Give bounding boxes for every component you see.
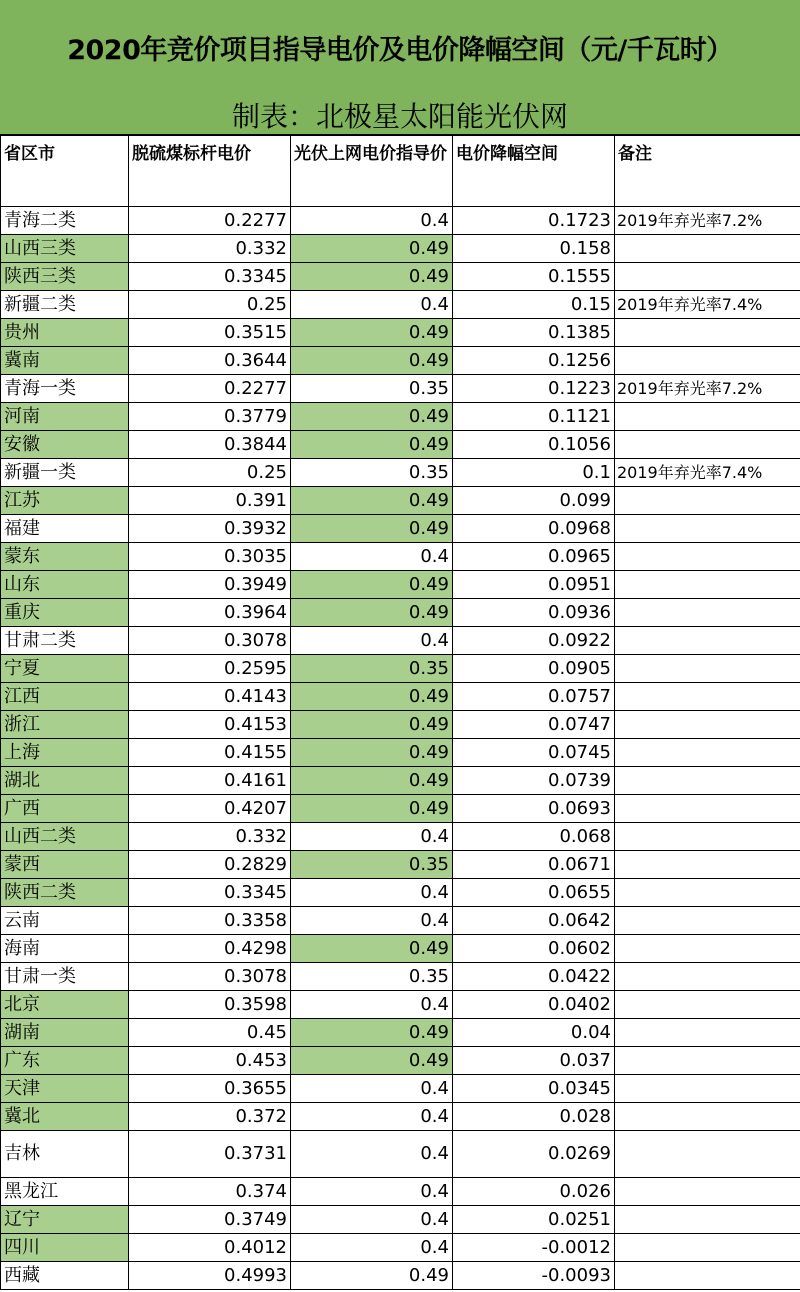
table-row	[1, 1262, 800, 1290]
cell-price-drop[interactable]: 0.068	[453, 823, 615, 851]
cell-coal-price[interactable]: 0.4161	[129, 767, 291, 795]
cell-note[interactable]	[615, 823, 800, 851]
cell-guide-price[interactable]: 0.35	[291, 375, 453, 403]
column-header-region[interactable]: 省区市	[1, 136, 129, 207]
cell-guide-price[interactable]: 0.4	[291, 1103, 453, 1131]
cell-region[interactable]: 广东	[1, 1047, 129, 1075]
cell-price-drop[interactable]: 0.1056	[453, 431, 615, 459]
cell-note[interactable]	[615, 599, 800, 627]
cell-price-drop[interactable]: 0.0345	[453, 1075, 615, 1103]
cell-note[interactable]	[615, 403, 800, 431]
cell-coal-price[interactable]: 0.4993	[129, 1262, 291, 1290]
cell-note[interactable]: 2019年弃光率7.4%	[615, 291, 800, 319]
table-row	[1, 1075, 800, 1103]
cell-region[interactable]: 江苏	[1, 487, 129, 515]
table-row	[1, 935, 800, 963]
cell-coal-price[interactable]: 0.3598	[129, 991, 291, 1019]
cell-region[interactable]: 陕西三类	[1, 263, 129, 291]
cell-price-drop[interactable]: -0.0093	[453, 1262, 615, 1290]
cell-note[interactable]	[615, 1131, 800, 1178]
cell-note[interactable]	[615, 347, 800, 375]
cell-note[interactable]: 2019年弃光率7.4%	[615, 459, 800, 487]
cell-coal-price[interactable]: 0.372	[129, 1103, 291, 1131]
cell-note[interactable]	[615, 879, 800, 907]
cell-region[interactable]: 湖南	[1, 1019, 129, 1047]
cell-price-drop[interactable]: 0.0922	[453, 627, 615, 655]
cell-guide-price[interactable]: 0.4	[291, 207, 453, 235]
cell-note[interactable]	[615, 1262, 800, 1290]
cell-coal-price[interactable]: 0.4298	[129, 935, 291, 963]
cell-note[interactable]	[615, 907, 800, 935]
cell-price-drop[interactable]: 0.0671	[453, 851, 615, 879]
cell-guide-price[interactable]: 0.49	[291, 739, 453, 767]
table-row	[1, 431, 800, 459]
cell-price-drop[interactable]: 0.0747	[453, 711, 615, 739]
cell-guide-price[interactable]: 0.4	[291, 907, 453, 935]
table-row	[1, 571, 800, 599]
table-row	[1, 767, 800, 795]
table-row	[1, 1131, 800, 1178]
cell-price-drop[interactable]: 0.0269	[453, 1131, 615, 1178]
page-title: 2020年竞价项目指导电价及电价降幅空间（元/千瓦时）	[67, 35, 733, 66]
table-row	[1, 963, 800, 991]
cell-region[interactable]: 辽宁	[1, 1206, 129, 1234]
cell-region[interactable]: 天津	[1, 1075, 129, 1103]
cell-region[interactable]: 四川	[1, 1234, 129, 1262]
cell-guide-price[interactable]: 0.4	[291, 1234, 453, 1262]
cell-note[interactable]	[615, 1019, 800, 1047]
cell-coal-price[interactable]: 0.25	[129, 459, 291, 487]
cell-price-drop[interactable]: 0.0936	[453, 599, 615, 627]
cell-region[interactable]: 黑龙江	[1, 1178, 129, 1206]
cell-price-drop[interactable]: 0.0905	[453, 655, 615, 683]
cell-region[interactable]: 冀南	[1, 347, 129, 375]
cell-price-drop[interactable]: 0.0251	[453, 1206, 615, 1234]
table-row	[1, 879, 800, 907]
cell-price-drop[interactable]: 0.1385	[453, 319, 615, 347]
cell-coal-price[interactable]: 0.4207	[129, 795, 291, 823]
cell-price-drop[interactable]: 0.037	[453, 1047, 615, 1075]
table-row	[1, 375, 800, 403]
cell-region[interactable]: 蒙西	[1, 851, 129, 879]
cell-coal-price[interactable]: 0.453	[129, 1047, 291, 1075]
cell-guide-price[interactable]: 0.49	[291, 599, 453, 627]
table-row	[1, 1234, 800, 1262]
table-row	[1, 291, 800, 319]
cell-region[interactable]: 江西	[1, 683, 129, 711]
cell-region[interactable]: 甘肃一类	[1, 963, 129, 991]
cell-price-drop[interactable]: 0.0965	[453, 543, 615, 571]
cell-coal-price[interactable]: 0.332	[129, 235, 291, 263]
cell-guide-price[interactable]: 0.49	[291, 1019, 453, 1047]
cell-coal-price[interactable]: 0.2277	[129, 375, 291, 403]
cell-coal-price[interactable]: 0.3932	[129, 515, 291, 543]
cell-price-drop[interactable]: 0.1121	[453, 403, 615, 431]
table-row	[1, 1103, 800, 1131]
cell-guide-price[interactable]: 0.49	[291, 571, 453, 599]
cell-note[interactable]	[615, 1206, 800, 1234]
cell-region[interactable]: 浙江	[1, 711, 129, 739]
cell-price-drop[interactable]: 0.026	[453, 1178, 615, 1206]
cell-region[interactable]: 重庆	[1, 599, 129, 627]
cell-region[interactable]: 新疆二类	[1, 291, 129, 319]
cell-guide-price[interactable]: 0.35	[291, 459, 453, 487]
cell-price-drop[interactable]: 0.1223	[453, 375, 615, 403]
cell-coal-price[interactable]: 0.2277	[129, 207, 291, 235]
table-row	[1, 1206, 800, 1234]
table-row	[1, 1047, 800, 1075]
cell-note[interactable]	[615, 767, 800, 795]
cell-region[interactable]: 山西三类	[1, 235, 129, 263]
cell-region[interactable]: 海南	[1, 935, 129, 963]
cell-price-drop[interactable]: 0.158	[453, 235, 615, 263]
cell-price-drop[interactable]: 0.1723	[453, 207, 615, 235]
cell-note[interactable]	[615, 627, 800, 655]
table-row	[1, 599, 800, 627]
cell-guide-price[interactable]: 0.4	[291, 291, 453, 319]
cell-guide-price[interactable]: 0.49	[291, 263, 453, 291]
cell-region[interactable]: 青海一类	[1, 375, 129, 403]
table-row	[1, 515, 800, 543]
cell-guide-price[interactable]: 0.49	[291, 1262, 453, 1290]
table-row	[1, 1178, 800, 1206]
cell-price-drop[interactable]: -0.0012	[453, 1234, 615, 1262]
cell-guide-price[interactable]: 0.4	[291, 823, 453, 851]
cell-price-drop[interactable]: 0.0693	[453, 795, 615, 823]
cell-coal-price[interactable]: 0.4012	[129, 1234, 291, 1262]
cell-note[interactable]	[615, 655, 800, 683]
cell-region[interactable]: 福建	[1, 515, 129, 543]
cell-guide-price[interactable]: 0.49	[291, 431, 453, 459]
table-row	[1, 459, 800, 487]
cell-note[interactable]	[615, 319, 800, 347]
cell-note[interactable]	[615, 683, 800, 711]
cell-guide-price[interactable]: 0.49	[291, 347, 453, 375]
table-row	[1, 627, 800, 655]
cell-price-drop[interactable]: 0.0642	[453, 907, 615, 935]
table-row	[1, 739, 800, 767]
cell-price-drop[interactable]: 0.0757	[453, 683, 615, 711]
cell-guide-price[interactable]: 0.49	[291, 319, 453, 347]
cell-note[interactable]	[615, 431, 800, 459]
cell-guide-price[interactable]: 0.4	[291, 1131, 453, 1178]
cell-note[interactable]	[615, 1047, 800, 1075]
table-row	[1, 543, 800, 571]
table-maker-credit: 制表：北极星太阳能光伏网	[231, 100, 568, 133]
cell-note[interactable]	[615, 571, 800, 599]
cell-price-drop[interactable]: 0.0968	[453, 515, 615, 543]
table-header-row	[1, 136, 800, 207]
cell-coal-price[interactable]: 0.3345	[129, 879, 291, 907]
column-header-coal-price[interactable]: 脱硫煤标杆电价	[129, 136, 291, 207]
cell-guide-price[interactable]: 0.49	[291, 711, 453, 739]
cell-coal-price[interactable]: 0.3844	[129, 431, 291, 459]
cell-note[interactable]: 2019年弃光率7.2%	[615, 375, 800, 403]
table-row	[1, 1019, 800, 1047]
table-row	[1, 907, 800, 935]
cell-guide-price[interactable]: 0.4	[291, 879, 453, 907]
cell-price-drop[interactable]: 0.1	[453, 459, 615, 487]
cell-guide-price[interactable]: 0.35	[291, 963, 453, 991]
cell-coal-price[interactable]: 0.45	[129, 1019, 291, 1047]
cell-region[interactable]: 陕西二类	[1, 879, 129, 907]
cell-price-drop[interactable]: 0.028	[453, 1103, 615, 1131]
cell-price-drop[interactable]: 0.0739	[453, 767, 615, 795]
cell-coal-price[interactable]: 0.391	[129, 487, 291, 515]
table-row	[1, 235, 800, 263]
cell-coal-price[interactable]: 0.374	[129, 1178, 291, 1206]
cell-price-drop[interactable]: 0.0745	[453, 739, 615, 767]
cell-note[interactable]	[615, 795, 800, 823]
cell-note[interactable]	[615, 851, 800, 879]
cell-note[interactable]	[615, 1103, 800, 1131]
table-row	[1, 207, 800, 235]
cell-region[interactable]: 上海	[1, 739, 129, 767]
cell-coal-price[interactable]: 0.4155	[129, 739, 291, 767]
cell-region[interactable]: 北京	[1, 991, 129, 1019]
cell-coal-price[interactable]: 0.3655	[129, 1075, 291, 1103]
cell-note[interactable]	[615, 543, 800, 571]
price-table	[0, 135, 800, 1290]
cell-guide-price[interactable]: 0.49	[291, 935, 453, 963]
cell-region[interactable]: 青海二类	[1, 207, 129, 235]
cell-coal-price[interactable]: 0.3345	[129, 263, 291, 291]
cell-coal-price[interactable]: 0.3779	[129, 403, 291, 431]
cell-price-drop[interactable]: 0.1256	[453, 347, 615, 375]
cell-region[interactable]: 山东	[1, 571, 129, 599]
cell-note[interactable]	[615, 1234, 800, 1262]
table-row	[1, 655, 800, 683]
table-body	[1, 207, 800, 1290]
table-row	[1, 403, 800, 431]
cell-note[interactable]	[615, 739, 800, 767]
cell-coal-price[interactable]: 0.4143	[129, 683, 291, 711]
cell-coal-price[interactable]: 0.3078	[129, 963, 291, 991]
cell-region[interactable]: 山西二类	[1, 823, 129, 851]
cell-region[interactable]: 西藏	[1, 1262, 129, 1290]
cell-note[interactable]	[615, 711, 800, 739]
cell-price-drop[interactable]: 0.0602	[453, 935, 615, 963]
cell-price-drop[interactable]: 0.0422	[453, 963, 615, 991]
table-row	[1, 851, 800, 879]
cell-guide-price[interactable]: 0.4	[291, 543, 453, 571]
cell-coal-price[interactable]: 0.332	[129, 823, 291, 851]
cell-guide-price[interactable]: 0.49	[291, 795, 453, 823]
cell-guide-price[interactable]: 0.35	[291, 655, 453, 683]
cell-coal-price[interactable]: 0.3078	[129, 627, 291, 655]
cell-guide-price[interactable]: 0.49	[291, 767, 453, 795]
cell-note[interactable]	[615, 991, 800, 1019]
cell-guide-price[interactable]: 0.4	[291, 627, 453, 655]
cell-coal-price[interactable]: 0.2829	[129, 851, 291, 879]
sheet-header	[0, 0, 800, 135]
cell-guide-price[interactable]: 0.49	[291, 1047, 453, 1075]
cell-region[interactable]: 新疆一类	[1, 459, 129, 487]
cell-region[interactable]: 吉林	[1, 1131, 129, 1178]
cell-guide-price[interactable]: 0.49	[291, 487, 453, 515]
cell-coal-price[interactable]: 0.2595	[129, 655, 291, 683]
cell-coal-price[interactable]: 0.4153	[129, 711, 291, 739]
cell-coal-price[interactable]: 0.3035	[129, 543, 291, 571]
cell-guide-price[interactable]: 0.49	[291, 683, 453, 711]
cell-region[interactable]: 贵州	[1, 319, 129, 347]
cell-region[interactable]: 蒙东	[1, 543, 129, 571]
cell-price-drop[interactable]: 0.0655	[453, 879, 615, 907]
cell-guide-price[interactable]: 0.4	[291, 1206, 453, 1234]
table-row	[1, 991, 800, 1019]
cell-guide-price[interactable]: 0.35	[291, 851, 453, 879]
table-row	[1, 487, 800, 515]
cell-coal-price[interactable]: 0.3749	[129, 1206, 291, 1234]
table-row	[1, 263, 800, 291]
cell-coal-price[interactable]: 0.3731	[129, 1131, 291, 1178]
cell-note[interactable]	[615, 963, 800, 991]
cell-price-drop[interactable]: 0.15	[453, 291, 615, 319]
cell-region[interactable]: 广西	[1, 795, 129, 823]
cell-region[interactable]: 安徽	[1, 431, 129, 459]
cell-region[interactable]: 云南	[1, 907, 129, 935]
cell-coal-price[interactable]: 0.3964	[129, 599, 291, 627]
table-row	[1, 711, 800, 739]
cell-guide-price[interactable]: 0.49	[291, 515, 453, 543]
cell-note[interactable]	[615, 487, 800, 515]
cell-region[interactable]: 河南	[1, 403, 129, 431]
cell-region[interactable]: 甘肃二类	[1, 627, 129, 655]
cell-price-drop[interactable]: 0.0951	[453, 571, 615, 599]
cell-region[interactable]: 宁夏	[1, 655, 129, 683]
table-row	[1, 347, 800, 375]
cell-note[interactable]: 2019年弃光率7.2%	[615, 207, 800, 235]
cell-coal-price[interactable]: 0.25	[129, 291, 291, 319]
cell-guide-price[interactable]: 0.4	[291, 991, 453, 1019]
cell-price-drop[interactable]: 0.1555	[453, 263, 615, 291]
cell-coal-price[interactable]: 0.3949	[129, 571, 291, 599]
column-header-guide-price[interactable]: 光伏上网电价指导价	[291, 136, 453, 207]
cell-guide-price[interactable]: 0.4	[291, 1178, 453, 1206]
cell-note[interactable]	[615, 935, 800, 963]
table-row	[1, 795, 800, 823]
cell-region[interactable]: 湖北	[1, 767, 129, 795]
cell-coal-price[interactable]: 0.3644	[129, 347, 291, 375]
column-header-price-drop[interactable]: 电价降幅空间	[453, 136, 615, 207]
column-header-note[interactable]: 备注	[615, 136, 800, 207]
cell-note[interactable]	[615, 263, 800, 291]
cell-note[interactable]	[615, 235, 800, 263]
cell-price-drop[interactable]: 0.0402	[453, 991, 615, 1019]
cell-price-drop[interactable]: 0.04	[453, 1019, 615, 1047]
cell-coal-price[interactable]: 0.3515	[129, 319, 291, 347]
table-row	[1, 319, 800, 347]
cell-guide-price[interactable]: 0.49	[291, 235, 453, 263]
cell-note[interactable]	[615, 1075, 800, 1103]
cell-note[interactable]	[615, 1178, 800, 1206]
cell-note[interactable]	[615, 515, 800, 543]
cell-region[interactable]: 冀北	[1, 1103, 129, 1131]
cell-price-drop[interactable]: 0.099	[453, 487, 615, 515]
cell-guide-price[interactable]: 0.4	[291, 1075, 453, 1103]
table-row	[1, 683, 800, 711]
table-row	[1, 823, 800, 851]
cell-guide-price[interactable]: 0.49	[291, 403, 453, 431]
cell-coal-price[interactable]: 0.3358	[129, 907, 291, 935]
